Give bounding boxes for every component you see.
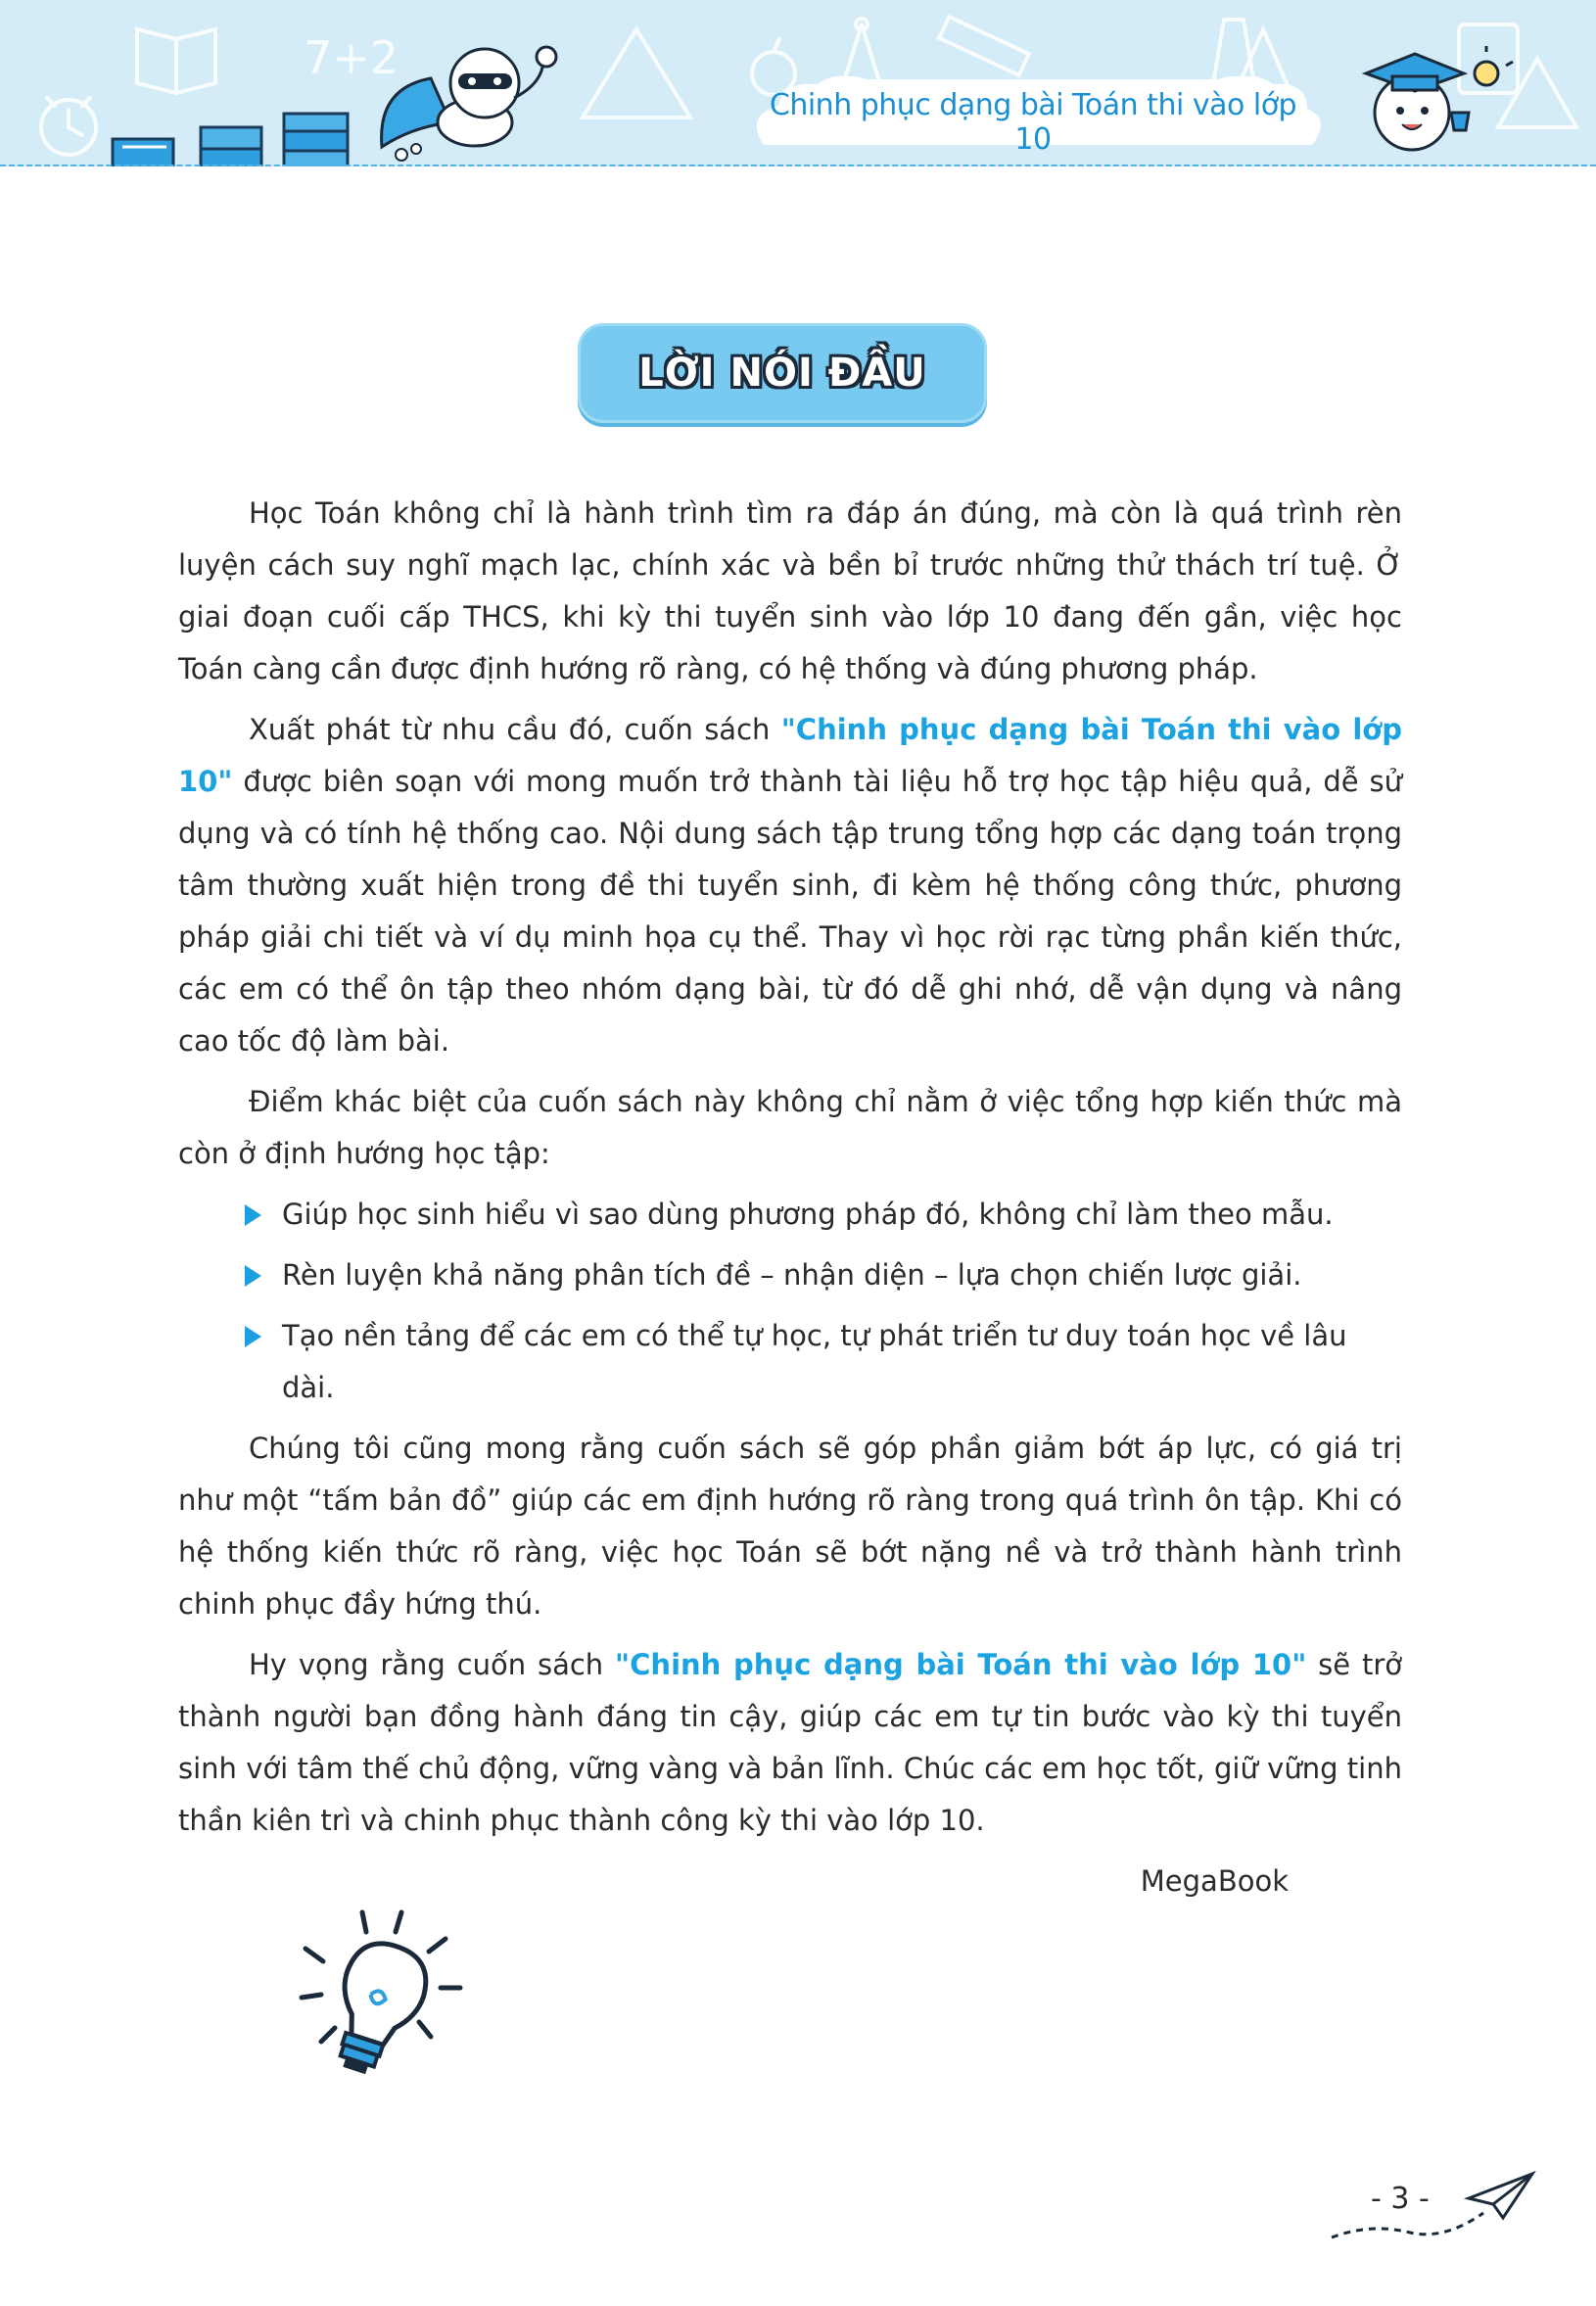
list-item-text: Giúp học sinh hiểu vì sao dùng phương pháp đó, không chỉ làm theo mẫu.	[282, 1198, 1334, 1231]
page-number: - 3 -	[1371, 2182, 1430, 2216]
paragraph-5-end: sẽ trở thành người bạn đồng hành đáng tin cậy, giúp các em tự tin bước vào kỳ thi tuyển sinh với tâm thế chủ động, vững vàng và bản lĩnh. Chúc các em học tốt, giữ vững tinh thần kiên trì và chinh phục thành công kỳ thi vào lớp 10.	[178, 1648, 1403, 1837]
list-item	[178, 1310, 1402, 1414]
books-icon	[108, 108, 362, 166]
paragraph-5-start: Hy vọng rằng cuốn sách	[249, 1648, 616, 1681]
bullet-list	[178, 1189, 1402, 1414]
svg-text:7+2: 7+2	[304, 31, 399, 84]
list-item-text: Rèn luyện khả năng phân tích đề – nhận diện – lựa chọn chiến lược giải.	[282, 1258, 1302, 1292]
list-item	[178, 1249, 1402, 1301]
paper-plane-icon	[1322, 2169, 1537, 2242]
page-header	[0, 0, 1596, 166]
list-item-text: Tạo nền tảng để các em có thể tự học, tự phát triển tư duy toán học về lâu dài.	[282, 1319, 1347, 1404]
graduate-mascot-icon	[1341, 44, 1518, 166]
running-title: Chinh phục dạng bài Toán thi vào lớp 10	[769, 88, 1297, 157]
paragraph-4: Chúng tôi cũng mong rằng cuốn sách sẽ góp phần giảm bớt áp lực, có giá trị như một “tấm bản đồ” giúp các em định hướng rõ ràng trong quá trình ôn tập. Khi có hệ thống kiến thức rõ ràng, việc học Toán sẽ bớt nặng nề và trở thành hành trình chinh phục đầy hứng thú.	[178, 1432, 1402, 1621]
bullet-arrow-icon	[245, 1204, 261, 1226]
paragraph-2	[178, 704, 1402, 1067]
header-divider	[0, 165, 1596, 166]
paragraph-1: Học Toán không chỉ là hành trình tìm ra đáp án đúng, mà còn là quá trình rèn luyện cách suy nghĩ mạch lạc, chính xác và bền bỉ trước những thử thách trí tuệ. Ở giai đoạn cuối cấp THCS, khi kỳ thi tuyển sinh vào lớp 10 đang đến gần, việc học Toán càng cần được định hướng rõ ràng, có hệ thống và đúng phương pháp.	[178, 496, 1402, 685]
bullet-arrow-icon	[245, 1265, 261, 1287]
bullet-arrow-icon	[245, 1326, 261, 1347]
lightbulb-icon	[294, 1905, 470, 2091]
paragraph-3: Điểm khác biệt của cuốn sách này không chỉ nằm ở việc tổng hợp kiến thức mà còn ở định hướng học tập:	[178, 1085, 1402, 1170]
list-item	[178, 1189, 1402, 1241]
book-title-highlight: "Chinh phục dạng bài Toán thi vào lớp 10"	[615, 1648, 1307, 1681]
book-title-highlight: "Chinh phục dạng bài Toán thi vào lớp 10"	[178, 713, 1402, 798]
preface-body	[178, 488, 1402, 1907]
paragraph-5	[178, 1639, 1402, 1847]
superhero-mascot-icon	[372, 39, 587, 166]
paragraph-2-end: được biên soạn với mong muốn trở thành tài liệu hỗ trợ học tập hiệu quả, dễ sử dụng và có tính hệ thống cao. Nội dung sách tập trung tổng hợp các dạng toán trọng tâm thường xuất hiện trong đề thi tuyển sinh, đi kèm hệ thống công thức, phương pháp giải chi tiết và ví dụ minh họa cụ thể. Thay vì học rời rạc từng phần kiến thức, các em có thể ôn tập theo nhóm dạng bài, từ đó dễ ghi nhớ, dễ vận dụng và nâng cao tốc độ làm bài.	[178, 765, 1402, 1058]
signature: MegaBook	[1140, 1864, 1289, 1898]
section-title: LỜI NÓI ĐẦU	[638, 351, 926, 396]
section-title-banner	[578, 323, 987, 423]
paragraph-2-start: Xuất phát từ nhu cầu đó, cuốn sách	[249, 713, 781, 746]
